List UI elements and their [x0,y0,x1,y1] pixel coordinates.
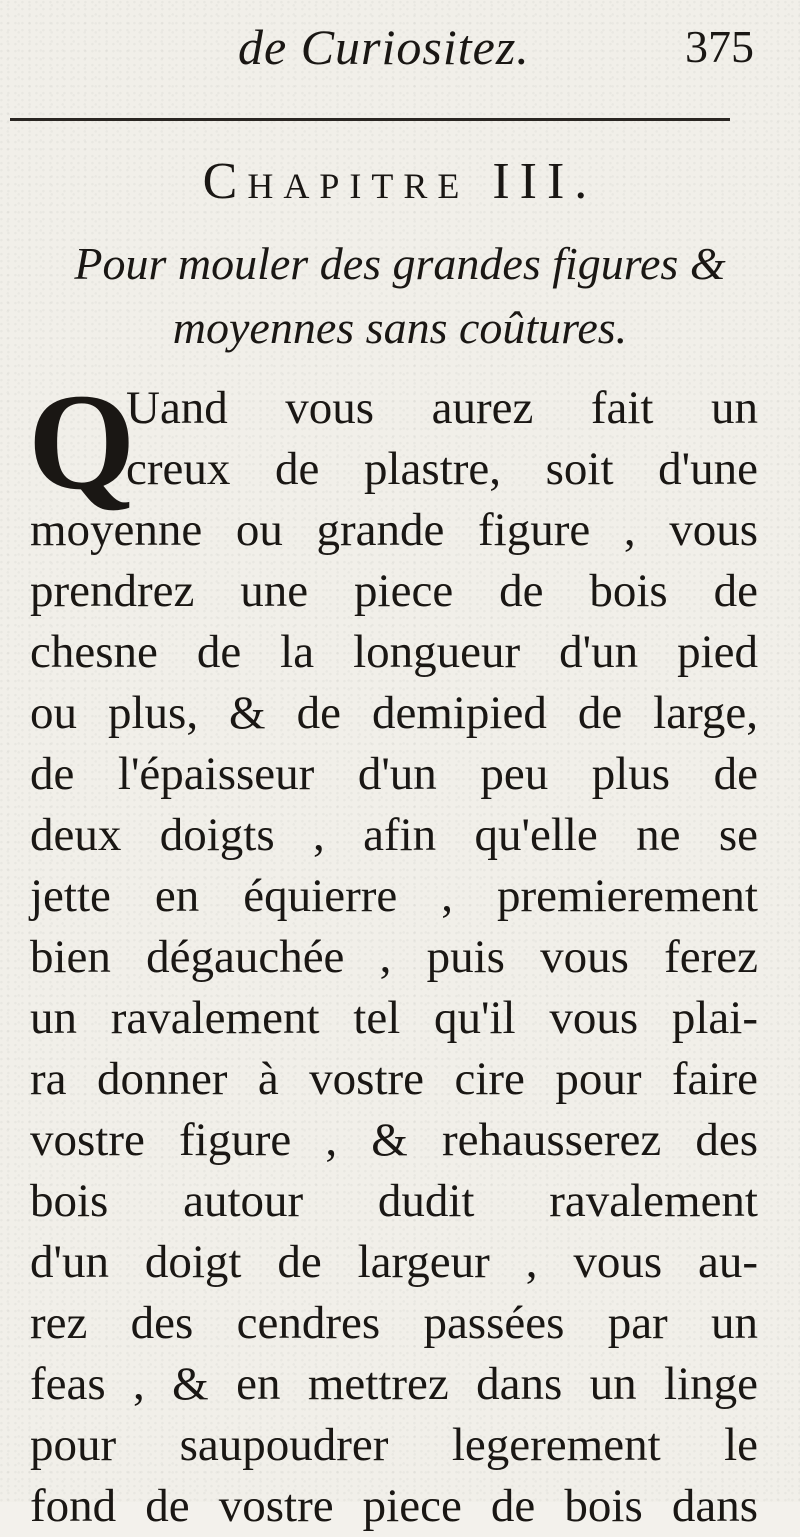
text-line: deux doigts , afin qu'elle ne se [30,809,758,861]
chapter-heading: Chapitre III. [202,153,598,210]
text-line: jette en équierre , premierement [30,870,758,922]
text-line: vostre figure , & rehausserez des [30,1114,758,1166]
text-line: fond de vostre piece de bois dans [30,1480,758,1532]
text-line: prendrez une piece de bois de [30,565,758,617]
text-line: Uand vous aurez fait un [126,382,758,434]
text-line: bois autour dudit ravalement [30,1175,758,1227]
text-line: d'un doigt de largeur , vous au- [30,1236,758,1288]
text-line: ou plus, & de demipied de large, [30,687,758,739]
text-line: un ravalement tel qu'il vous plai- [30,992,758,1044]
text-line: feas , & en mettrez dans un linge [30,1358,758,1410]
running-head [0,12,800,92]
text-line: rez des cendres passées par un [30,1297,758,1349]
text-line: bien dégauchée , puis vous ferez [30,931,758,983]
text-line: ra donner à vostre cire pour faire [30,1053,758,1105]
page-number: 375 [685,21,754,72]
chapter-subtitle [0,232,800,360]
drop-cap: Q [28,365,136,518]
subtitle-line: Pour mouler des grandes figures & [74,238,726,289]
header-rule [10,118,730,121]
running-title: de Curiositez. [238,19,530,75]
text-line: chesne de la longueur d'un pied [30,626,758,678]
text-line: de l'épaisseur d'un peu plus de [30,748,758,800]
text-line: pour saupoudrer legerement le [30,1419,758,1471]
body-text [28,365,758,1537]
text-line: creux de plastre, soit d'une [126,443,758,495]
subtitle-line: moyennes sans coûtures. [172,302,628,353]
text-line: moyenne ou grande figure , vous [30,504,758,556]
